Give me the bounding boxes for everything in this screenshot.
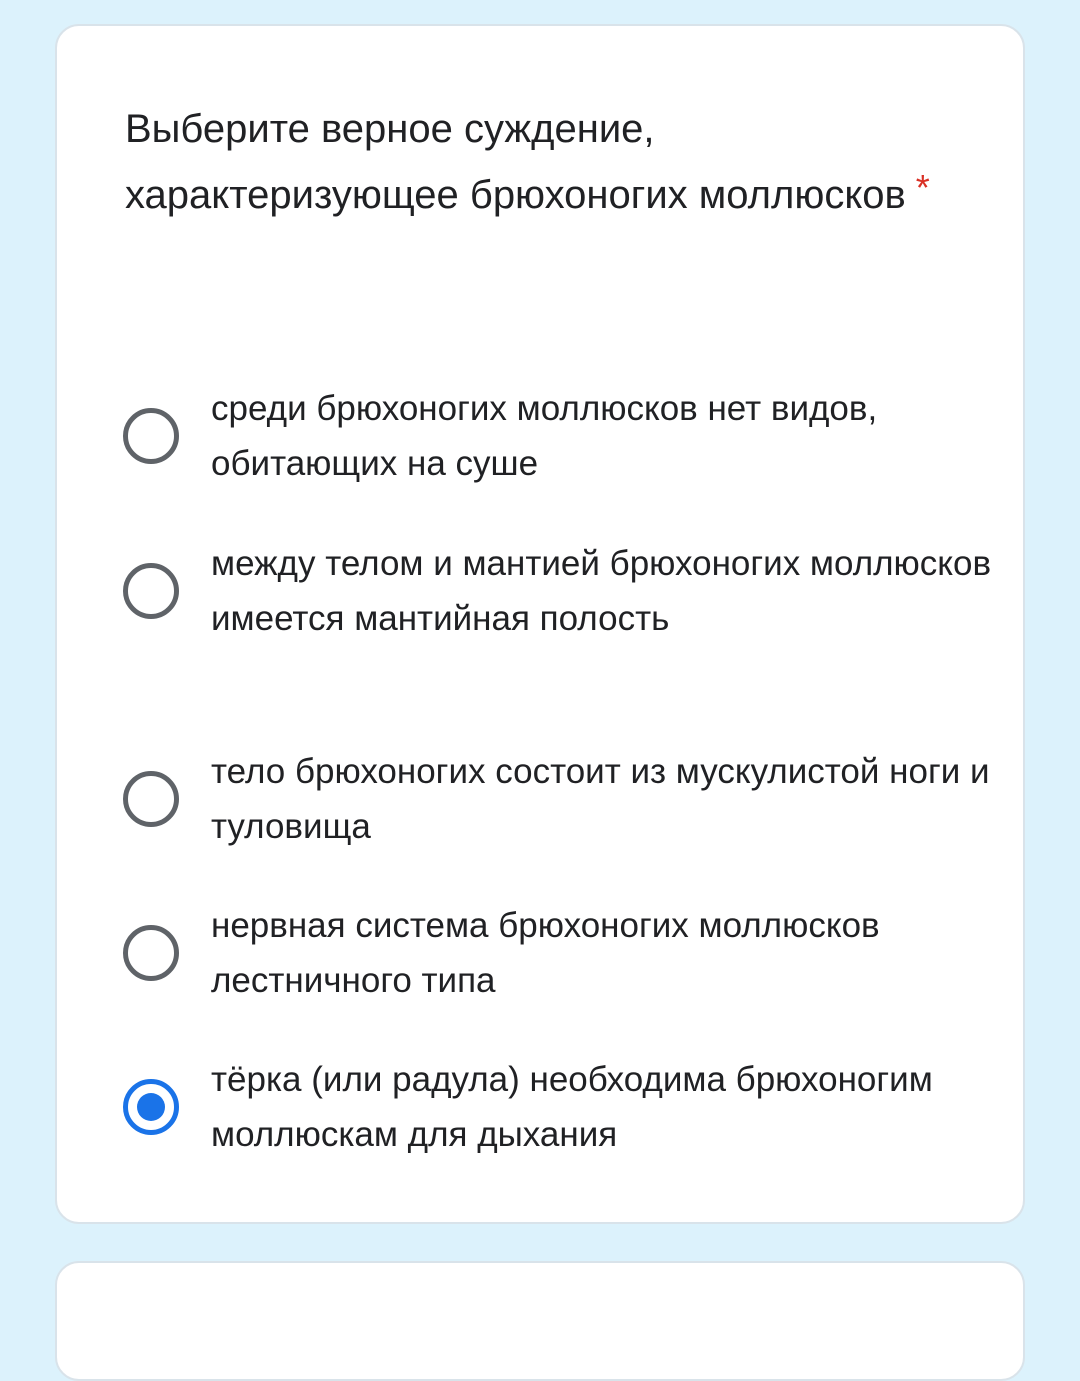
radio-option-4[interactable] bbox=[123, 898, 1003, 1008]
required-asterisk: * bbox=[915, 167, 930, 208]
radio-button-checked-icon[interactable] bbox=[123, 1079, 179, 1135]
radio-button-unchecked-icon[interactable] bbox=[123, 563, 179, 619]
radio-button-unchecked-icon[interactable] bbox=[123, 408, 179, 464]
option-label: среди брюхоногих моллюсков нет видов, обитающих на суше bbox=[211, 389, 878, 483]
option-label: между телом и мантией брюхоногих моллюсков имеется мантийная полость bbox=[211, 544, 992, 638]
radio-button-unchecked-icon[interactable] bbox=[123, 771, 179, 827]
radio-option-5[interactable] bbox=[123, 1052, 1003, 1162]
next-question-card bbox=[55, 1261, 1025, 1381]
radio-button-unchecked-icon[interactable] bbox=[123, 925, 179, 981]
option-label: тело брюхоногих состоит из мускулистой ноги и туловища bbox=[211, 752, 990, 846]
option-label: тёрка (или радула) необходима брюхоногим моллюскам для дыхания bbox=[211, 1060, 933, 1154]
radio-option-3[interactable] bbox=[123, 744, 1003, 854]
radio-option-2[interactable] bbox=[123, 536, 1003, 646]
option-label: нервная система брюхоногих моллюсков лестничного типа bbox=[211, 906, 880, 1000]
radio-option-1[interactable] bbox=[123, 381, 1003, 491]
question-title bbox=[125, 96, 945, 229]
question-text: Выберите верное суждение, характеризующее брюхоногих моллюсков bbox=[125, 107, 906, 217]
question-card bbox=[55, 24, 1025, 1224]
